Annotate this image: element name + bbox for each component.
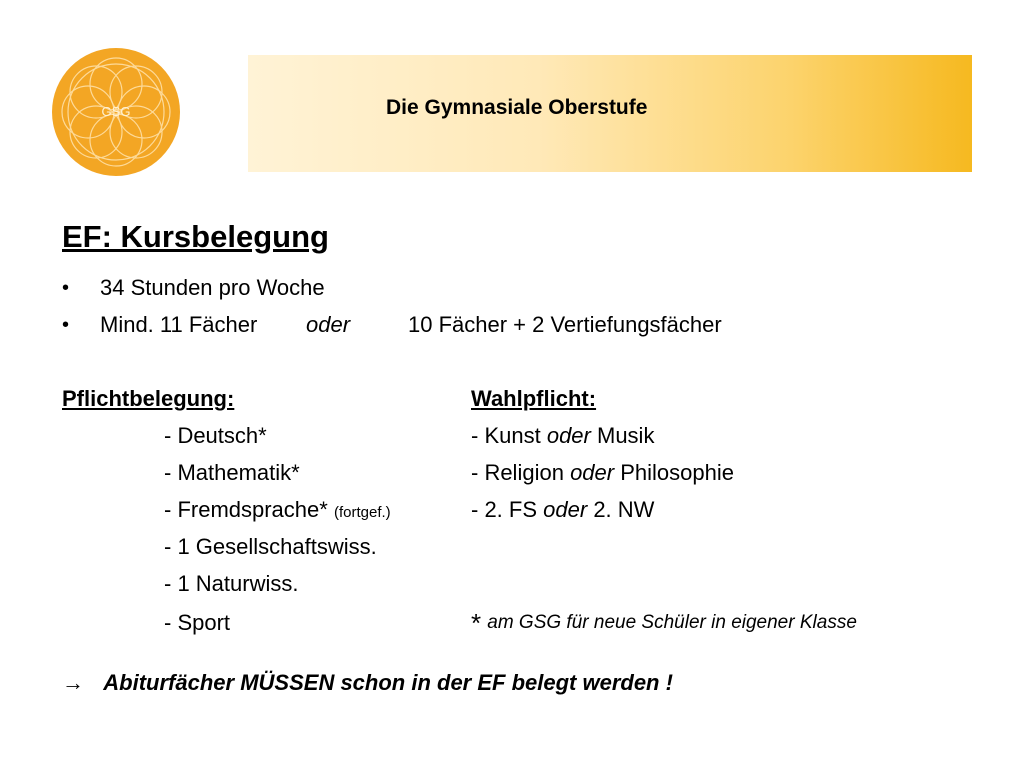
wahl-heading: Wahlpflicht: xyxy=(471,386,597,411)
wahl-item-a: - Religion xyxy=(471,460,564,485)
final-note xyxy=(62,672,673,694)
arrow-icon: → xyxy=(62,670,84,695)
wahl-item-or: oder xyxy=(543,497,588,522)
wahl-item-a: - 2. FS xyxy=(471,497,538,522)
wahl-item-kunst-musik xyxy=(471,425,654,447)
pflicht-item-fremdsprache-suffix: (fortgef.) xyxy=(333,504,391,521)
pflicht-item-fremdsprache xyxy=(164,499,391,521)
footnote-text: am GSG für neue Schüler in eigener Klasse xyxy=(487,612,857,633)
pflicht-item-sport: - Sport xyxy=(164,610,231,635)
bullet-dot: • xyxy=(62,277,70,299)
logo-text: GSG xyxy=(101,104,131,119)
wahl-item-a: - Kunst xyxy=(471,423,541,448)
wahl-item-b: Philosophie xyxy=(620,460,734,485)
pflicht-heading: Pflichtbelegung: xyxy=(62,386,235,411)
wahl-item-or: oder xyxy=(570,460,615,485)
wahl-item-b: 2. NW xyxy=(593,497,655,522)
pflicht-item-fremdsprache-label: - Fremdsprache* xyxy=(164,497,328,522)
bullet-hours: 34 Stunden pro Woche xyxy=(100,275,325,300)
footnote-star: * xyxy=(471,608,482,638)
page-heading: EF: Kursbelegung xyxy=(62,219,329,254)
header-title: Die Gymnasiale Oberstufe xyxy=(386,96,648,119)
gsg-logo xyxy=(50,46,182,178)
pflicht-item-mathematik: - Mathematik* xyxy=(164,460,300,485)
bullet-subjects-option1: Mind. 11 Fächer xyxy=(100,312,258,337)
wahl-item-fs-nw xyxy=(471,499,654,521)
wahl-item-b: Musik xyxy=(597,423,655,448)
bullet-subjects-option2: 10 Fächer + 2 Vertiefungsfächer xyxy=(408,312,722,337)
pflicht-item-gesellschaftswiss: - 1 Gesellschaftswiss. xyxy=(164,534,377,559)
wahl-item-or: oder xyxy=(546,423,591,448)
pflicht-item-deutsch: - Deutsch* xyxy=(164,423,267,448)
pflicht-item-naturwiss: - 1 Naturwiss. xyxy=(164,571,299,596)
bullet-subjects-connector: oder xyxy=(306,312,351,337)
final-note-text: Abiturfächer MÜSSEN schon in der EF belegt werden ! xyxy=(103,670,673,695)
wahl-item-religion-philosophie xyxy=(471,462,734,484)
wahl-footnote xyxy=(471,606,857,638)
bullet-dot: • xyxy=(62,314,70,336)
